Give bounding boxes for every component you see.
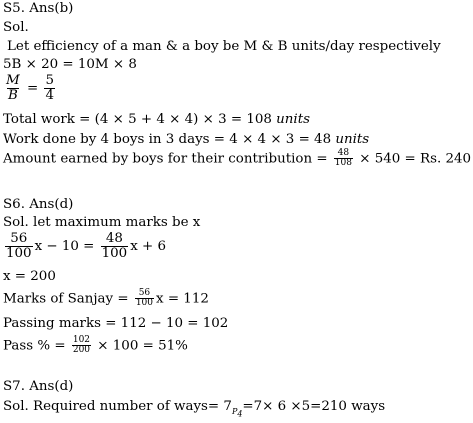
s5-sol-label: Sol. — [3, 20, 29, 35]
s5-boys-work: Work done by 4 boys in 3 days = 4 × 4 × 3 = 48 units — [3, 132, 370, 147]
s5-efficiency-statement: Let efficiency of a man & a boy be M & B units/day respectively — [7, 39, 441, 54]
s7-heading: S7. Ans(d) — [3, 379, 74, 394]
s6-sanjay-marks: Marks of Sanjay = $\frac{56}{100}$ x = 112 — [3, 288, 209, 309]
s5-total-work: Total work = (4 × 5 + 4 × 4) × 3 = 108 units — [3, 112, 310, 127]
s7-permutation-subscript: P4 — [231, 406, 243, 419]
s5-ratio-rhs: $\frac{5}{4}$ — [45, 73, 55, 104]
s7-solution: Sol. Required number of ways= $7_{P_4}=7\times 6 \times 5=210$ ways — [3, 399, 386, 419]
s5-ratio-lhs: $\frac{M}{B}$ — [6, 73, 20, 104]
s6-sanjay-fraction: $\frac{56}{100}$ — [135, 288, 154, 309]
s5-ratio-equation: $\frac{M}{B}$ = $\frac{5}{4}$ — [6, 73, 55, 104]
s6-fraction-1: $\frac{56}{100}$ — [6, 231, 32, 262]
s6-passing-marks: Passing marks = 112 − 10 = 102 — [3, 316, 229, 331]
s5-heading: S5. Ans(b) — [3, 1, 74, 16]
s6-x-value: x = 200 — [3, 269, 56, 284]
s5-amount-earned: Amount earned by boys for their contribution = $\frac{48}{108}$ × 540 = Rs. 240 — [3, 148, 472, 169]
s5-amount-fraction: $\frac{48}{108}$ — [334, 148, 352, 169]
s6-sol-label: Sol. let maximum marks be x — [3, 215, 201, 230]
s6-pass-percent: Pass % = $\frac{102}{200}$ × 100 = 51% — [3, 335, 188, 356]
s6-pass-fraction: $\frac{102}{200}$ — [72, 335, 91, 356]
s6-equation: $\frac{56}{100}$ x − 10 = $\frac{48}{100}$ x + 6 — [6, 231, 166, 262]
s5-equation-1: 5B × 20 = 10M × 8 — [3, 57, 137, 72]
s6-fraction-2: $\frac{48}{100}$ — [101, 231, 128, 262]
s6-heading: S6. Ans(d) — [3, 197, 74, 212]
